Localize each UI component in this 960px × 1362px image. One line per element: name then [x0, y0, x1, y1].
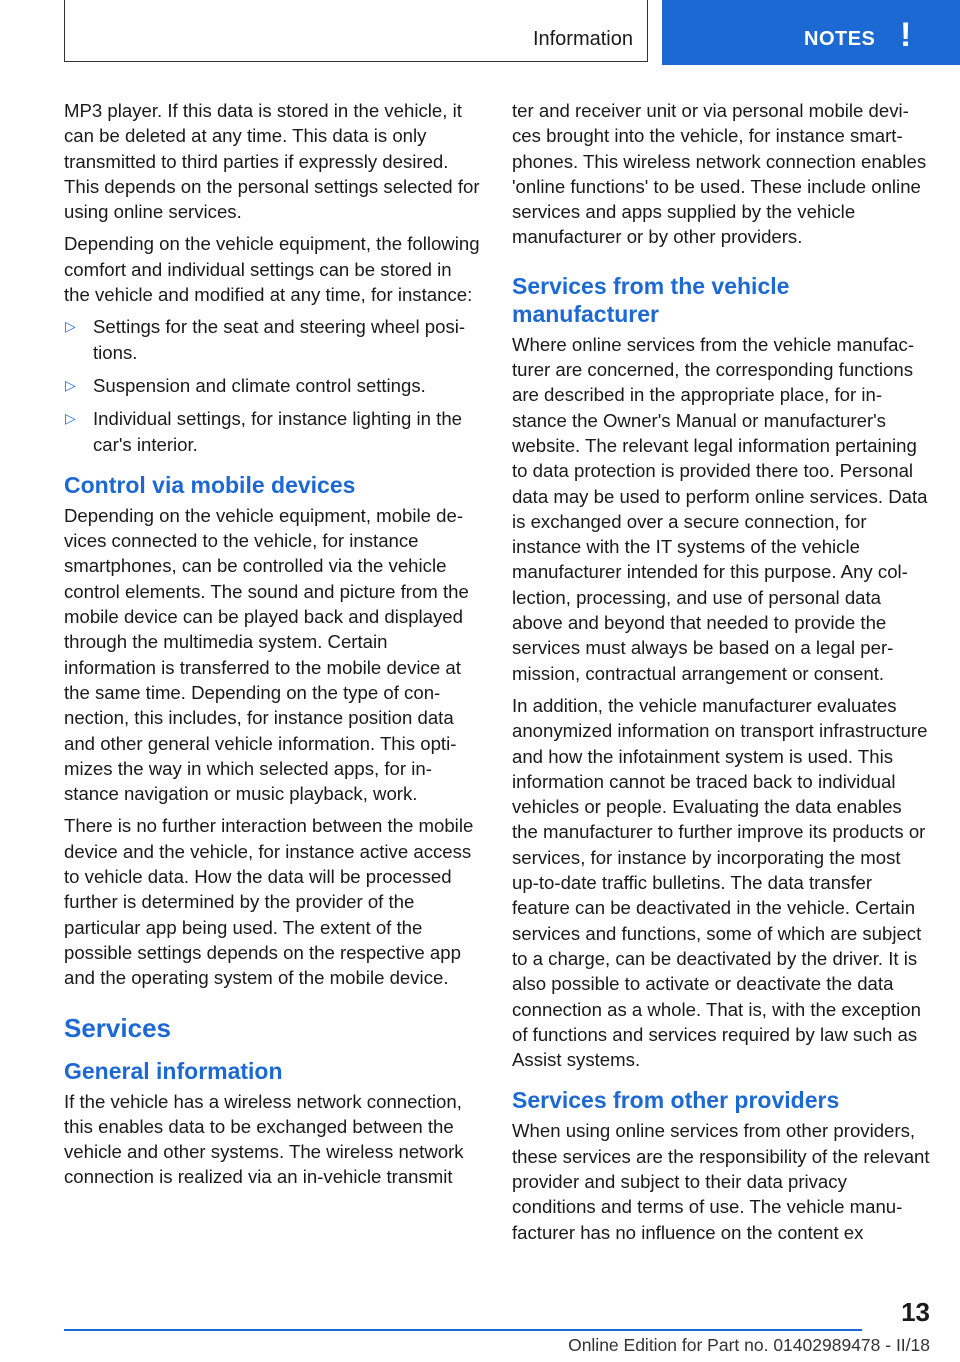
settings-list [64, 314, 480, 456]
left-column [64, 98, 480, 1197]
triangle-bullet-icon: ▷ [65, 410, 76, 427]
list-item: ▷ Individual settings, for instance lighting in the car's interior. [65, 408, 462, 455]
paragraph: Depending on the vehicle equipment, mobile devices connected to the vehicle, for instance smartphones, can be controlled via the vehicle control elements. The sound and picture from the mobile device can be played back and displayed through the multimedia system. Certain information is transferred to the mobile device at the same time. Depending on the type of connection, this includes, for instance position data and other general vehicle information. This optimizes the way in which selected apps, for instance navigation or music playback, work. [64, 504, 469, 805]
page-number: 13 [901, 1297, 930, 1327]
edition-footer: Online Edition for Part no. 01402989478 - II/18 [568, 1335, 930, 1355]
section-title: Information [532, 28, 633, 50]
list-item: ▷ Suspension and climate control settings. [64, 373, 480, 398]
paragraph: Depending on the vehicle equipment, the following comfort and individual settings can be stored in the vehicle and modified at any time, for instance: [64, 233, 480, 306]
triangle-bullet-icon: ▷ [65, 376, 76, 393]
paragraph: MP3 player. If this data is stored in the vehicle, it can be deleted at any time. This data is only transmitted to third parties if expressly desired. This depends on the personal settings selected for using online services. [64, 100, 480, 223]
paragraph: Where online services from the vehicle manufacturer are concerned, the corresponding functions are described in the appropriate place, for instance the Owner's Manual or manufacturer's website. The relevant legal information pertaining to data protection is provided there too. Personal data may be used to perform online services. Data is exchanged over a secure connection, for instance with the IT systems of the vehicle manufacturer intended for this purpose. Any collection, processing, and use of personal data above and beyond that needed to provide the services must always be based on a legal permission, contractual arrangement or consent. [512, 333, 928, 684]
triangle-bullet-icon: ▷ [65, 318, 76, 335]
notes-tab[interactable] [662, 0, 960, 65]
heading-general-information: General information [64, 1057, 283, 1084]
exclamation-icon: ! [900, 16, 912, 54]
heading-mobile-devices: Control via mobile devices [64, 471, 356, 498]
footer-divider [64, 1329, 862, 1331]
paragraph: If the vehicle has a wireless network connection, this enables data to be exchanged between the vehicle and other systems. The wireless network connection is realized via an in-vehicle transmit [64, 1090, 464, 1188]
paragraph: In addition, the vehicle manufacturer evaluates anonymized information on transport infrastructure and how the infotainment system is used. This information cannot be traced back to individual vehicles or people. Evaluating the data enables the manufacturer to further improve its products or services, for instance by incorporating the most up-to-date traffic bulletins. The data transfer feature can be deactivated in the vehicle. Certain services and functions, some of which are subject to a charge, can be deactivated by the driver. It is also possible to activate or deactivate the data connection as a whole. That is, with the exception of functions and services required by law such as Assist systems. [512, 694, 928, 1071]
notes-label: NOTES [804, 28, 876, 50]
paragraph: ter and receiver unit or via personal mobile devices brought into the vehicle, for instance smartphones. This wireless network connection enables 'online functions' to be used. These include online services and apps supplied by the vehicle manufacturer or by other providers. [512, 100, 927, 248]
heading-services: Services [64, 1012, 171, 1043]
list-item: ▷ Settings for the seat and steering wheel positions. [65, 316, 466, 363]
paragraph: When using online services from other providers, these services are the responsibility of the relevant provider and subject to their data privacy conditions and terms of use. The vehicle manufacturer has no influence on the content ex [512, 1120, 930, 1243]
right-column [512, 98, 930, 1252]
header-box [64, 0, 648, 62]
paragraph: There is no further interaction between the mobile device and the vehicle, for instance active access to vehicle data. How the data will be processed further is determined by the provider of the particular app being used. The extent of the possible settings depends on the respective app and the operating system of the mobile device. [64, 815, 474, 989]
heading-vehicle-manufacturer: Services from the vehicle manufacturer [512, 272, 790, 327]
heading-other-providers: Services from other providers [512, 1087, 840, 1114]
